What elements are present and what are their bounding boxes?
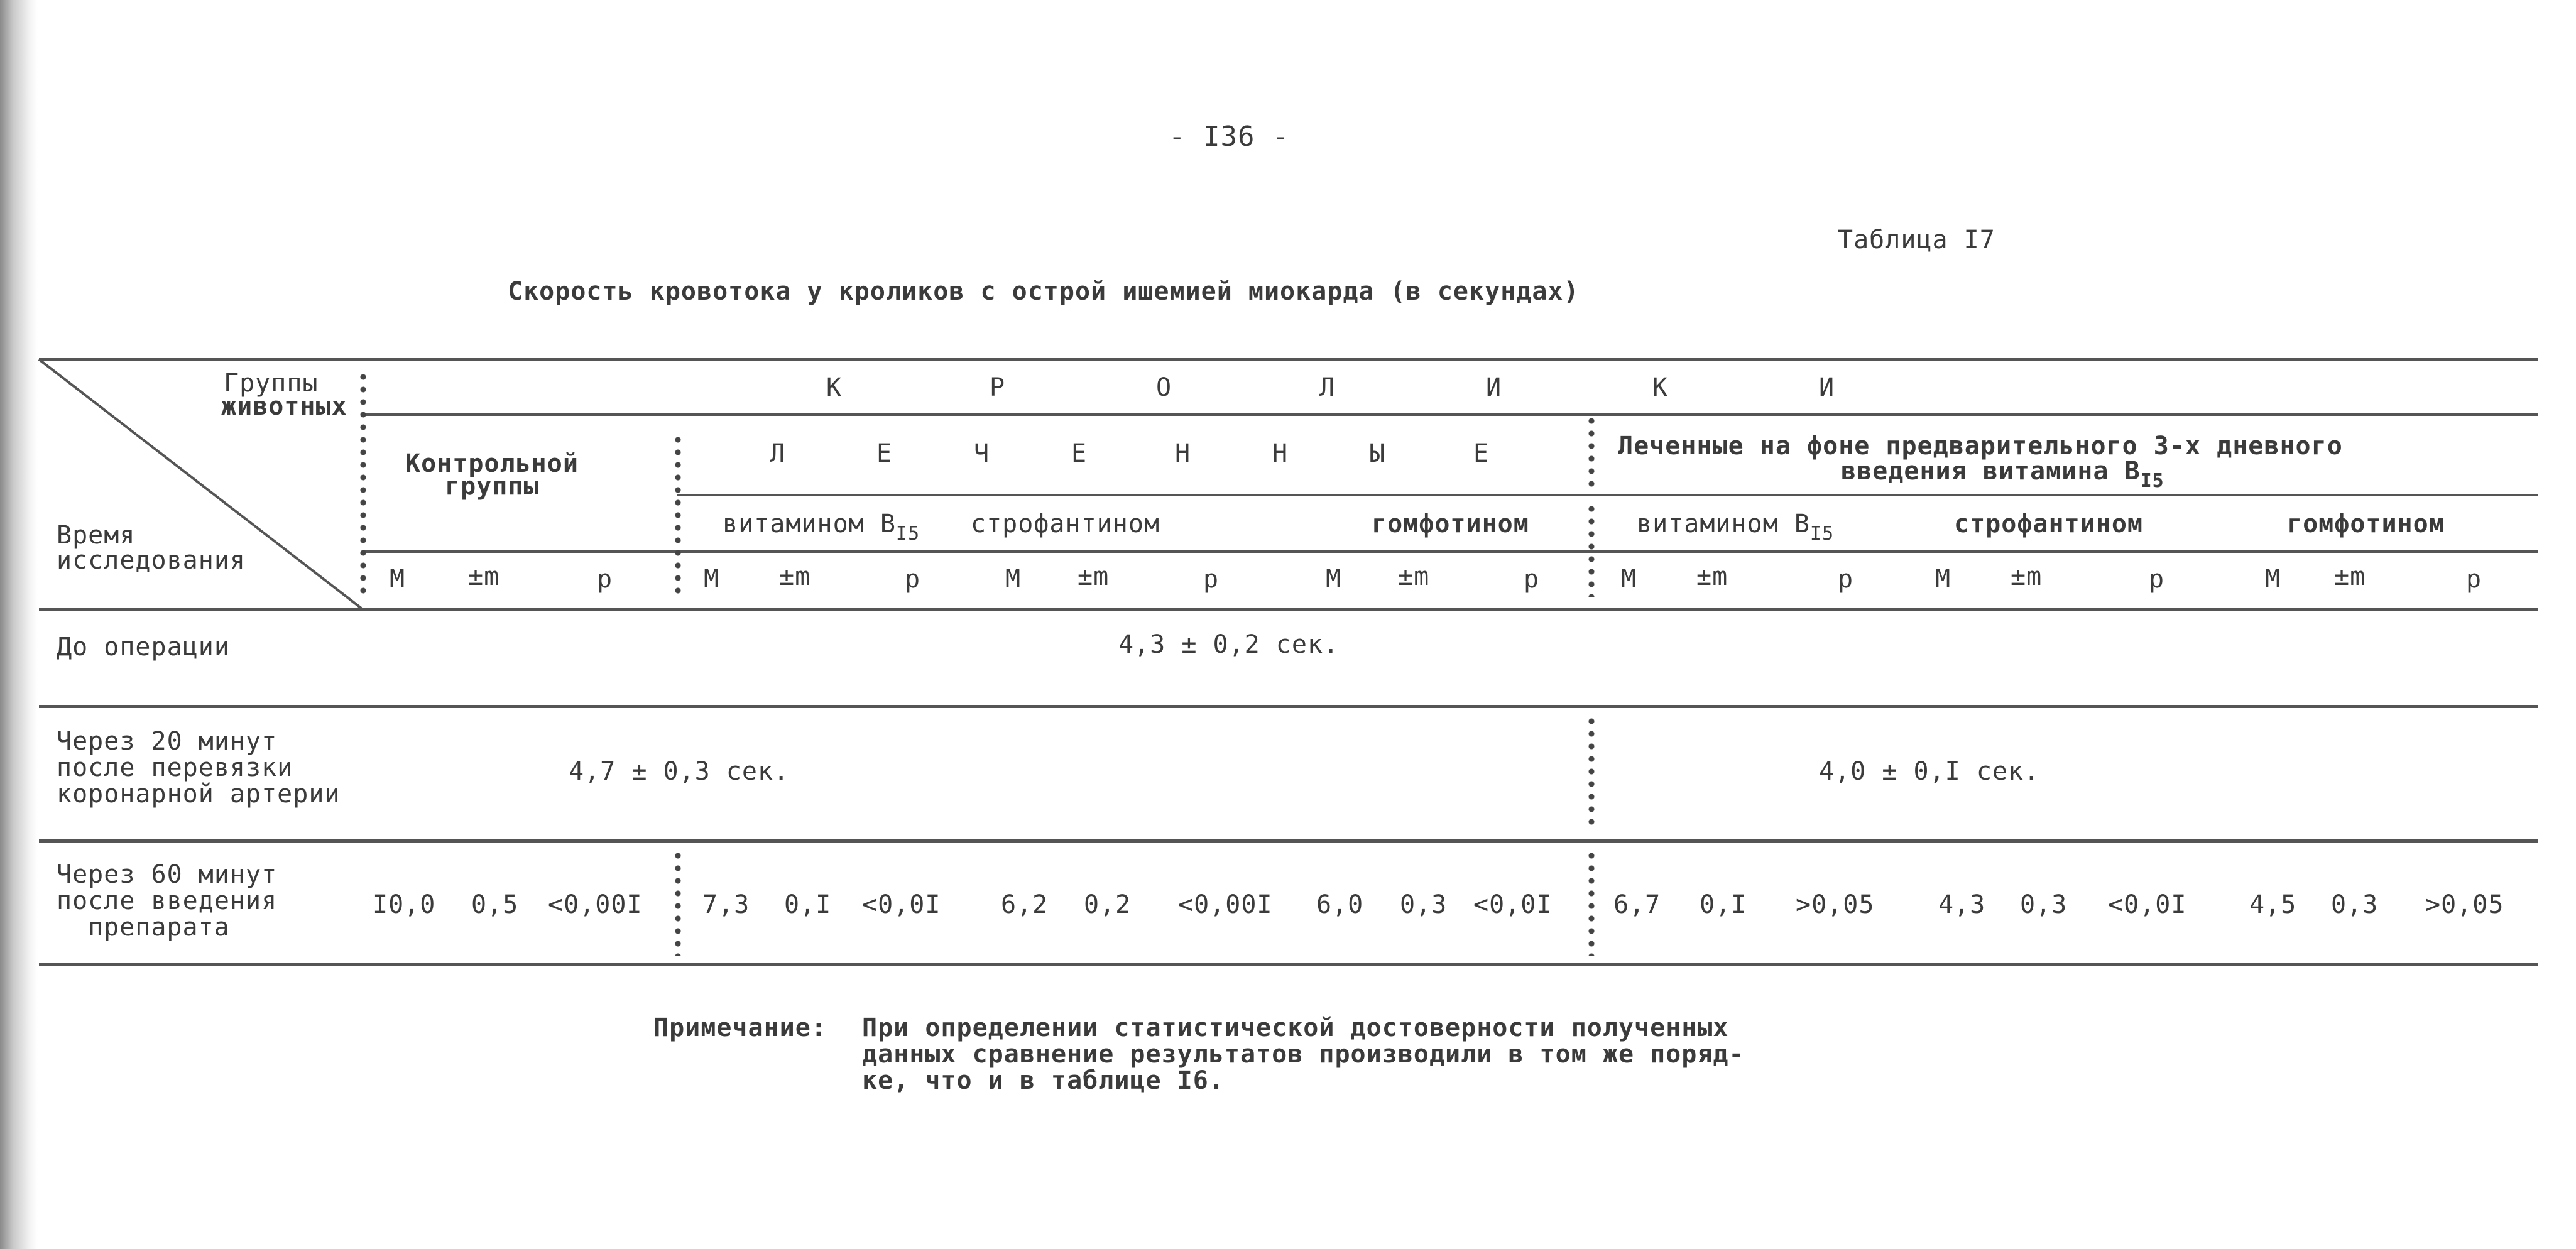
drug-header-strophanthin: строфантином <box>1954 510 2143 538</box>
col-header-p: р <box>597 565 613 594</box>
table-cell: 6,2 <box>1001 890 1049 919</box>
rabbits-letter: И <box>1486 373 1502 402</box>
rabbits-letter: О <box>1156 373 1172 402</box>
groups-label: животных <box>221 392 347 421</box>
col-header-p: р <box>1203 565 1220 594</box>
rabbits-letter: И <box>1819 373 1835 402</box>
value-after20-control: 4,7 ± 0,3 сек. <box>569 757 790 786</box>
col-header-p: р <box>2466 565 2482 594</box>
table-cell: <0,00I <box>548 890 643 919</box>
table-cell: 6,0 <box>1316 890 1364 919</box>
col-header-M: М <box>2265 565 2281 594</box>
col-header-M: М <box>390 565 406 594</box>
treated-letter: Е <box>876 439 893 468</box>
col-header-m: ±m <box>1398 562 1430 591</box>
page-edge-shadow <box>0 0 38 1249</box>
groups-label: Группы <box>224 369 319 398</box>
col-header-m: ±m <box>468 562 500 591</box>
row-rule-1 <box>39 705 2538 708</box>
time-label: Время <box>57 521 136 550</box>
note-label: Примечание: <box>653 1013 827 1042</box>
col-header-M: М <box>1005 565 1022 594</box>
table-label: Таблица I7 <box>1838 226 1995 254</box>
treated-letter: Ч <box>974 439 990 468</box>
note-text: данных сравнение результатов производили в том же поряд- <box>862 1040 1745 1069</box>
control-group-label: Контрольной <box>405 449 579 478</box>
rabbits-letter: Л <box>1319 373 1336 402</box>
table-bottom-rule <box>39 963 2538 966</box>
table-top-rule <box>39 358 2538 361</box>
value-before: 4,3 ± 0,2 сек. <box>1118 630 1340 659</box>
col-header-m: ±m <box>779 562 811 591</box>
note-text: ке, что и в таблице I6. <box>862 1066 1225 1095</box>
time-label: исследования <box>57 546 246 575</box>
treated-letter: Н <box>1272 439 1289 468</box>
col-header-m: ±m <box>2011 562 2043 591</box>
separator-dots <box>1587 415 1596 490</box>
table-title: Скорость кровотока у кроликов с острой ишемией миокарда (в секундах) <box>508 277 1580 306</box>
drug-header-vitamin: витамином $B_{I5}$ <box>723 510 920 545</box>
table-cell: <0,0I <box>862 890 941 919</box>
table-cell: 0,I <box>1700 890 1747 919</box>
row-label-after20: после перевязки <box>57 753 293 782</box>
treated-letter: Е <box>1071 439 1088 468</box>
treated-letter: Ы <box>1370 439 1386 468</box>
col-header-p: р <box>905 565 921 594</box>
table-cell: 0,5 <box>471 890 519 919</box>
row-label-after60: после введения <box>57 886 278 915</box>
table-cell: 6,7 <box>1613 890 1661 919</box>
header-bottom-rule <box>39 608 2538 611</box>
col-header-M: М <box>1935 565 1951 594</box>
treated-letter: Е <box>1473 439 1490 468</box>
table-cell: 4,3 <box>1938 890 1986 919</box>
table-cell: 0,3 <box>1400 890 1448 919</box>
drug-header-gomphotin: гомфотином <box>2287 510 2445 538</box>
separator-dots <box>1587 849 1596 956</box>
row-label-after60: препарата <box>88 913 230 942</box>
separator-dots <box>1587 715 1596 828</box>
table-cell: >0,05 <box>2425 890 2504 919</box>
treated-letter: Л <box>770 439 786 468</box>
col-header-m: ±m <box>1078 562 1110 591</box>
drug-header-strophanthin: строфантином <box>971 510 1160 538</box>
col-header-p: р <box>1524 565 1540 594</box>
col-header-M: М <box>1326 565 1342 594</box>
row-rule-2 <box>39 839 2538 843</box>
header-rule-1 <box>363 413 2538 416</box>
table-cell: <0,0I <box>2108 890 2187 919</box>
table-cell: 0,I <box>784 890 832 919</box>
separator-dots <box>359 371 368 597</box>
header-rule-3 <box>363 550 2538 553</box>
rabbits-letter: Р <box>990 373 1006 402</box>
row-label-after20: Через 20 минут <box>57 727 278 756</box>
table-cell: 0,3 <box>2020 890 2068 919</box>
page-number: - I36 - <box>1169 121 1290 153</box>
table-cell: 0,3 <box>2331 890 2379 919</box>
drug-header-vitamin: витамином $B_{I5}$ <box>1637 510 1835 545</box>
table-cell: <0,0I <box>1473 890 1553 919</box>
drug-header-gomphotin: гомфотином <box>1372 510 1529 538</box>
table-cell: >0,05 <box>1796 890 1875 919</box>
pretreated-label: Леченные на фоне предварительного 3-х дневного <box>1618 432 2343 461</box>
control-group-label: группы <box>445 472 540 501</box>
separator-dots <box>1587 503 1596 597</box>
col-header-m: ±m <box>2334 562 2366 591</box>
rabbits-letter: К <box>1652 373 1669 402</box>
table-cell: 0,2 <box>1084 890 1132 919</box>
row-label-after60: Через 60 минут <box>57 860 278 889</box>
table-cell: 4,5 <box>2249 890 2297 919</box>
rabbits-letter: К <box>826 373 843 402</box>
separator-dots <box>674 849 682 956</box>
treated-letter: Н <box>1175 439 1191 468</box>
pretreated-label: введения витамина $B_{I5}$ <box>1841 457 2164 492</box>
table-cell: 7,3 <box>702 890 750 919</box>
row-label-after20: коронарной артерии <box>57 780 341 809</box>
note-text: При определении статистической достоверности полученных <box>862 1013 1729 1042</box>
table-cell: I0,0 <box>373 890 436 919</box>
col-header-m: ±m <box>1696 562 1728 591</box>
row-label-before: До операции <box>57 633 230 662</box>
col-header-p: р <box>2149 565 2165 594</box>
col-header-M: М <box>704 565 720 594</box>
value-after20-pretreated: 4,0 ± 0,I сек. <box>1819 757 2040 786</box>
header-rule-2 <box>677 494 2538 496</box>
table-cell: <0,00I <box>1178 890 1273 919</box>
col-header-M: М <box>1621 565 1637 594</box>
col-header-p: р <box>1838 565 1854 594</box>
separator-dots <box>674 434 682 597</box>
